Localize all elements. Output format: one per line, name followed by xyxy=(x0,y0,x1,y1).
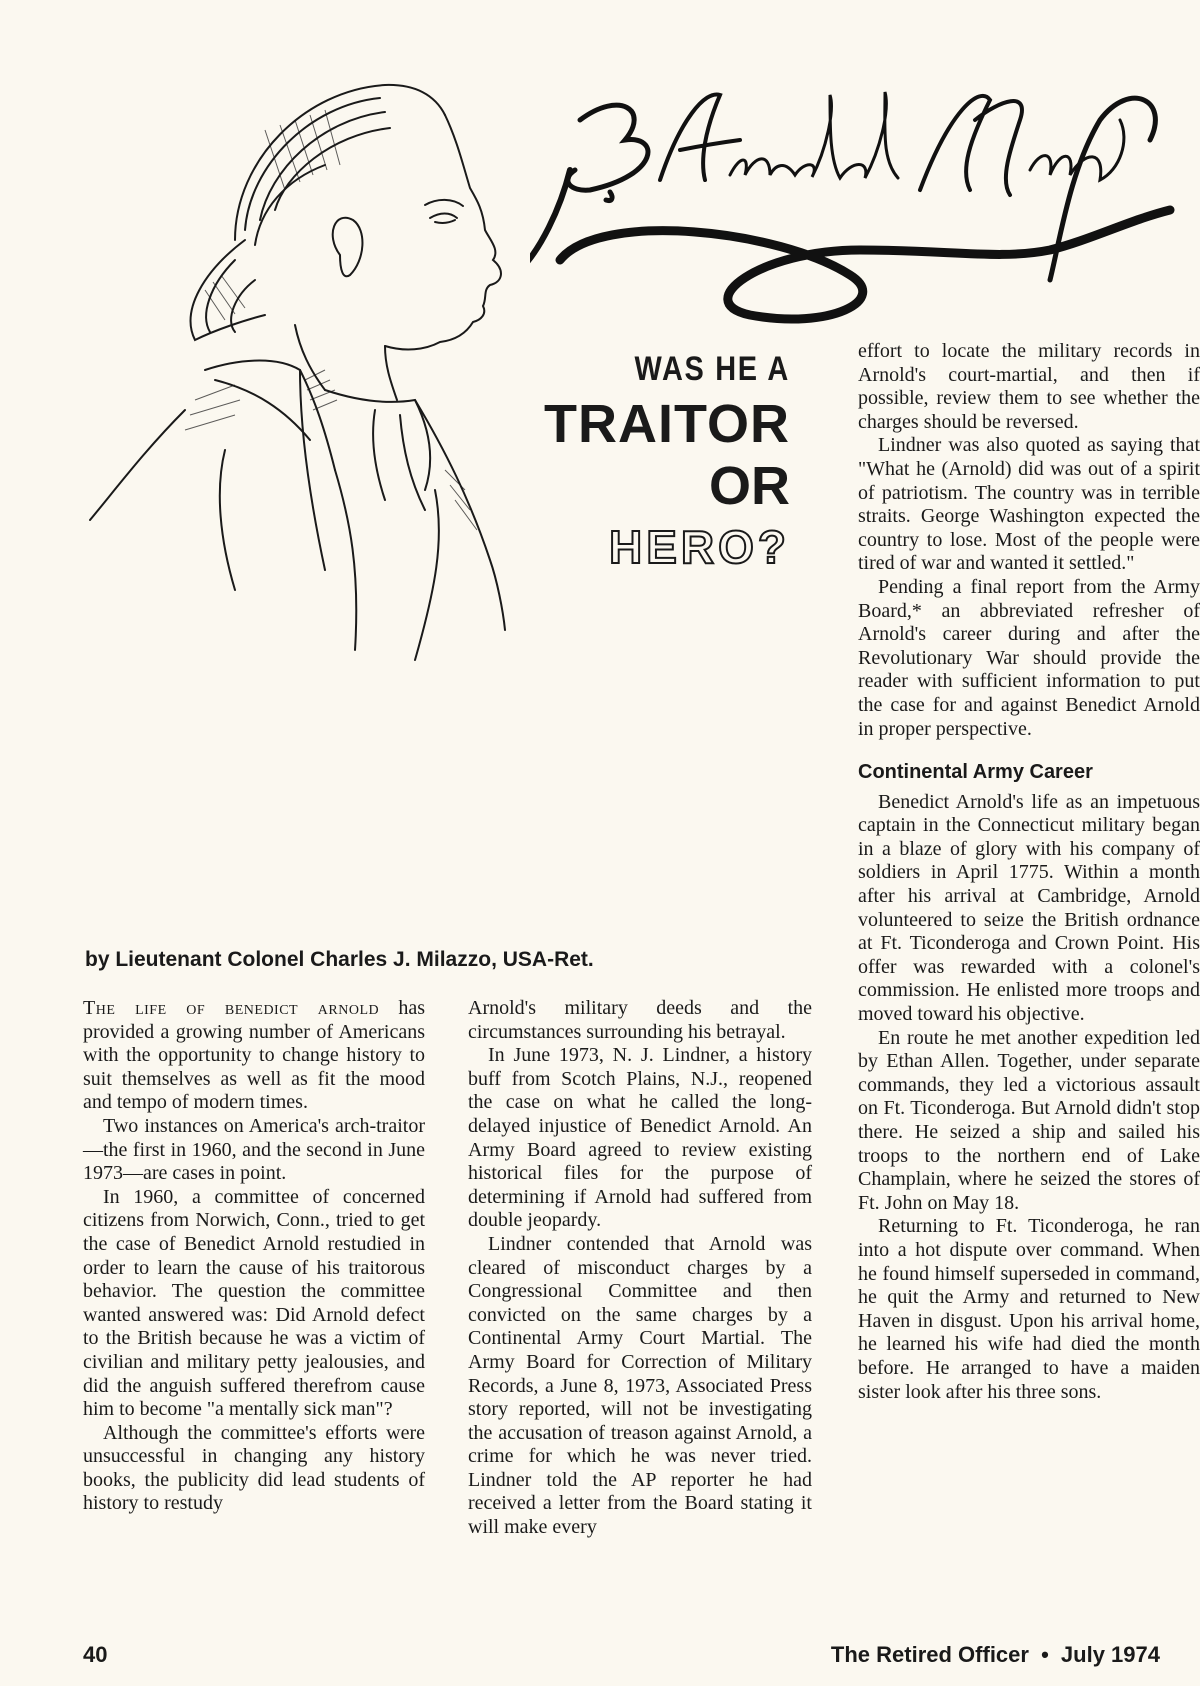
paragraph: Benedict Arnold's life as an impetuous captain in the Connecticut military began in a blaze of glory with his company of soldiers in April 1775. Within a month after his arrival at Cambridge, Arnold volunteered to seize the British ordnance at Ft. Ticonderoga and Crown Point. His offer was rewarded with a colonel's commission. He enlisted more troops and moved toward his objective. xyxy=(858,790,1200,1026)
paragraph: effort to locate the military records in Arnold's court-martial, and then if possible, review them to see whether the charges should be reversed. xyxy=(858,340,1200,433)
lead-in: The life of benedict arnold xyxy=(83,997,380,1019)
paragraph: In June 1973, N. J. Lindner, a history buff from Scotch Plains, N.J., reopened the case on what he called the long-delayed injustice of Benedict Arnold. An Army Board agreed to review existing historical files for the purpose of determining if Arnold had suffered from double jeopardy. xyxy=(468,1044,812,1232)
paragraph-text: has provided a growing number of Americans with the opportunity to change history to suit themselves as well as fit the mood and tempo of modern times. xyxy=(83,997,425,1114)
paragraph: Pending a final report from the Army Board,* an abbreviated refresher of Arnold's career during and after the Revolutionary War should provide the reader with sufficient information to put the case for and against Benedict Arnold in proper perspective. xyxy=(858,575,1200,740)
article-column-2 xyxy=(468,997,812,1540)
paragraph: Lindner was also quoted as saying that "What he (Arnold) did was out of a spirit of patriotism. The country was in terrible straits. George Washington expected the country to lose. Most of the people were tired of war and wanted it settled." xyxy=(858,434,1200,575)
running-footer xyxy=(825,1642,1160,1668)
headline-line-4: HERO? xyxy=(609,521,790,573)
headline-line-3: OR xyxy=(709,456,790,516)
issue-date: July 1974 xyxy=(1060,1642,1160,1667)
headline xyxy=(540,345,790,577)
article-column-3 xyxy=(858,340,1200,1404)
headline-line-1: WAS HE A xyxy=(634,350,790,388)
page-number: 40 xyxy=(83,1642,108,1667)
article-column-1 xyxy=(83,997,425,1516)
paragraph xyxy=(83,997,425,1115)
paragraph: Returning to Ft. Ticonderoga, he ran into a hot dispute over command. When he found himself superseded in command, he quit the Army and returned to New Haven in disgust. Upon his arrival home, he learned his wife had died the month before. He arranged to have a maiden sister look after his three sons. xyxy=(858,1215,1200,1403)
magazine-title: The Retired Officer xyxy=(830,1642,1029,1667)
paragraph: Lindner contended that Arnold was cleared of misconduct charges by a Congressional Committee and then convicted on the same charges by a Continental Army Court Martial. The Army Board for Correction of Military Records, a June 8, 1973, Associated Press story reported, will not be investigating the accusation of treason against Arnold, a crime for which he was never tried. Lindner told the AP reporter he had received a letter from the Board stating it will make every xyxy=(468,1232,812,1539)
paragraph: Two instances on America's arch-traitor—the first in 1960, and the second in June 1973—are cases in point. xyxy=(83,1114,425,1185)
bullet-separator: • xyxy=(1041,1642,1049,1667)
paragraph: Arnold's military deeds and the circumstances surrounding his betrayal. xyxy=(468,997,812,1043)
benedict-arnold-portrait xyxy=(85,70,555,670)
paragraph: In 1960, a committee of concerned citizens from Norwich, Conn., tried to get the case of Benedict Arnold restudied in order to learn the cause of his traitorous behavior. The question the committee wanted answered was: Did Arnold defect to the British because he was a victim of civilian and military petty jealousies, and did the anguish suffered therefrom cause him to become "a mentally sick man"? xyxy=(83,1185,425,1421)
arnold-signature xyxy=(530,80,1190,340)
subheading: Continental Army Career xyxy=(858,761,1093,784)
paragraph: En route he met another expedition led by Ethan Allen. Together, under separate commands, they led a victorious assault on Ft. Ticonderoga. But Arnold didn't stop there. He seized a ship and sailed his troops to the northern end of Lake Champlain, where he seized the stores of Ft. John on May 18. xyxy=(858,1026,1200,1214)
headline-line-2: TRAITOR xyxy=(544,394,790,454)
byline: by Lieutenant Colonel Charles J. Milazzo, USA-Ret. xyxy=(85,948,594,971)
paragraph: Although the committee's efforts were unsuccessful in changing any history books, the publicity did lead students of history to restudy xyxy=(83,1421,425,1515)
